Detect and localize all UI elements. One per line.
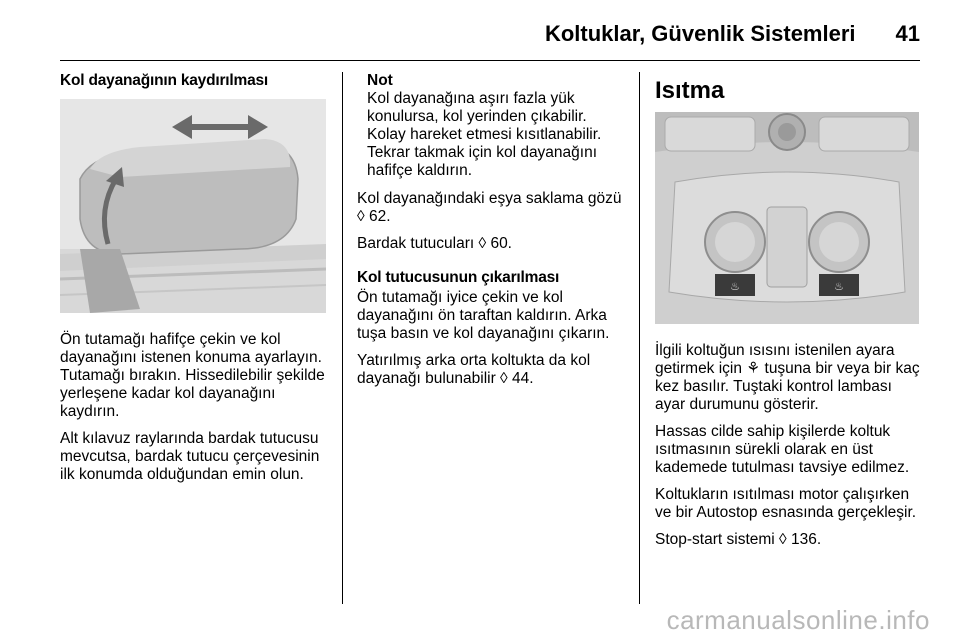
svg-text:♨: ♨ <box>834 280 844 293</box>
column-heating <box>655 72 923 558</box>
column-armrest-slide <box>60 72 330 493</box>
storage-reference: Kol dayanağındaki eşya saklama gözü ◊ 62. <box>357 190 622 225</box>
cupholder-reference: Bardak tutucuları ◊ 60. <box>357 235 512 252</box>
armrest-illustration <box>60 99 326 313</box>
heating-heading: Isıtma <box>655 77 725 104</box>
armrest-removal-paragraph: Ön tutamağı iyice çekin ve kol dayanağını ön taraftan kaldırın. Arka tuşa basın ve kol dayanağını çıkarın. <box>357 289 610 342</box>
column-note <box>357 72 627 397</box>
watermark: carmanualsonline.info <box>666 605 930 635</box>
header-rule <box>60 60 920 61</box>
section-title: Koltuklar, Güvenlik Sistemleri <box>544 21 856 46</box>
column-divider <box>342 72 343 604</box>
rear-armrest-paragraph: Yatırılmış arka orta koltukta da kol dayanağı bulunabilir ◊ 44. <box>357 352 591 387</box>
heating-paragraph-1: İlgili koltuğun ısısını istenilen ayara getirmek için ⚘ tuşuna bir veya bir kaç kez basılır. Tuştaki kontrol lambası ayar durumunu gösterir. <box>655 342 920 413</box>
heating-paragraph-2: Hassas cilde sahip kişilerde koltuk ısıtmasının sürekli olarak en üst kademede tutulması tavsiye edilmez. <box>655 423 910 476</box>
climate-panel-illustration <box>655 112 919 324</box>
stop-start-reference: Stop-start sistemi ◊ 136. <box>655 531 822 548</box>
armrest-slide-heading: Kol dayanağının kaydırılması <box>60 72 269 89</box>
note-box <box>357 72 627 180</box>
note-title: Not <box>367 72 393 89</box>
armrest-slide-paragraph-2: Alt kılavuz raylarında bardak tutucusu mevcutsa, bardak tutucu çerçevesinin ilk konumda olduğundan emin olun. <box>60 430 320 483</box>
armrest-slide-paragraph-1: Ön tutamağı hafifçe çekin ve kol dayanağını istenen konuma ayarlayın. Tutamağı bırakın. Hissedilebilir şekilde yerleşene kadar kol dayanağını kaydırın. <box>60 331 325 420</box>
svg-text:♨: ♨ <box>730 280 740 293</box>
armrest-removal-heading: Kol tutucusunun çıkarılması <box>357 269 560 286</box>
note-text: Kol dayanağına aşırı fazla yük konulursa, kol yerinden çıkabilir. Kolay hareket etmesi kısıtlanabilir. Tekrar takmak için kol dayanağını hafifçe kaldırın. <box>367 90 602 179</box>
page-number: 41 <box>895 21 920 46</box>
column-divider <box>639 72 640 604</box>
page-header <box>60 14 920 54</box>
heating-paragraph-3: Koltukların ısıtılması motor çalışırken ve bir Autostop esnasında gerçekleşir. <box>655 486 917 521</box>
